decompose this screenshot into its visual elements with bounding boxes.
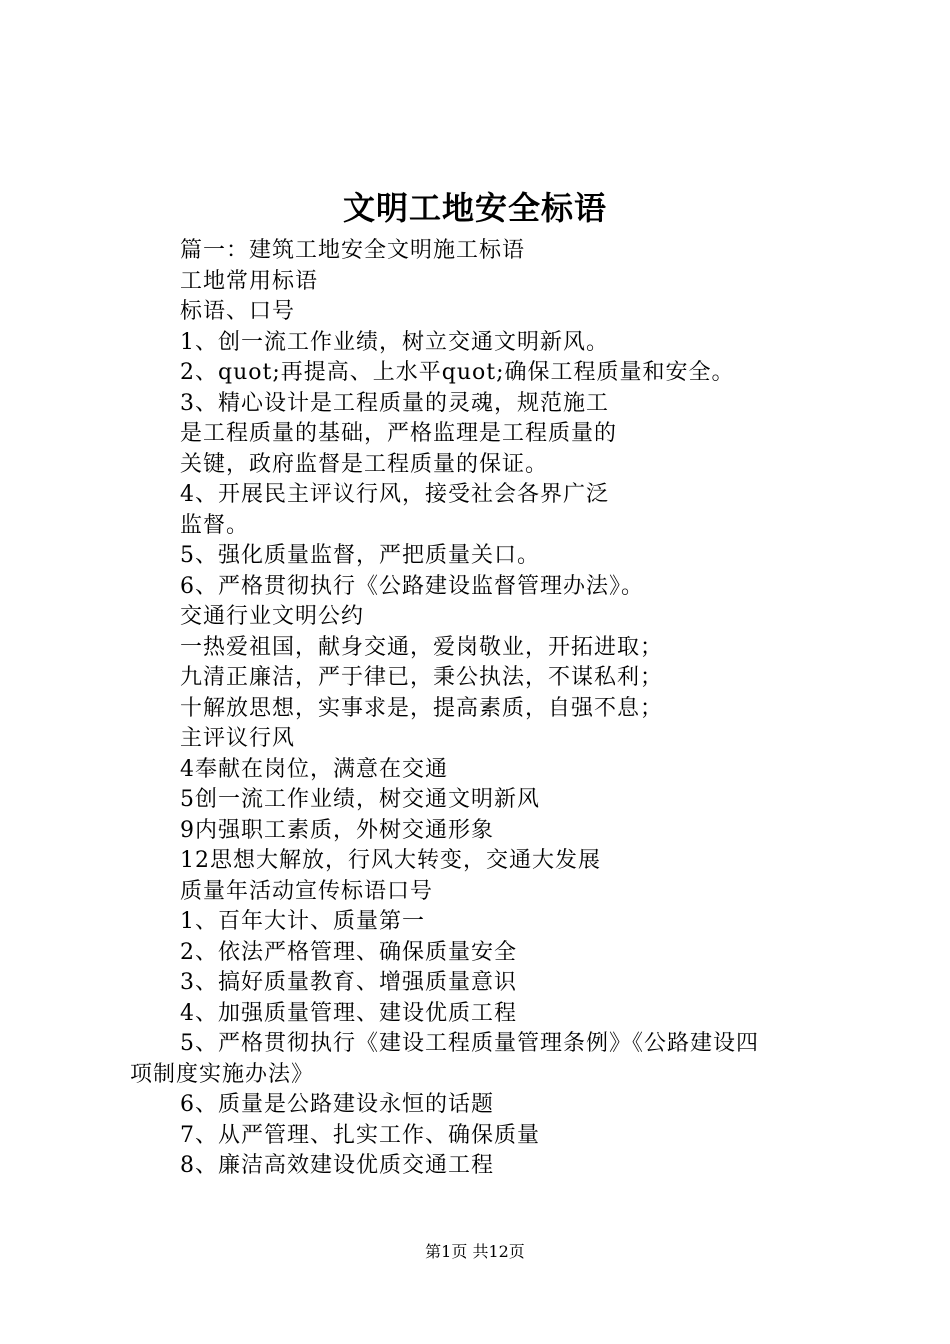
text-line: 5创一流工作业绩，树交通文明新风 xyxy=(180,787,540,812)
text-line: 关键，政府监督是工程质量的保证。 xyxy=(180,451,549,477)
text-line: 是工程质量的基础，严格监理是工程质量的 xyxy=(180,421,618,446)
text-line: 4奉献在岗位，满意在交通 xyxy=(180,756,448,782)
text-line: 6、严格贯彻执行《公路建设监督管理办法》。 xyxy=(180,573,644,599)
text-line: 一热爱祖国，献身交通，爱岗敬业，开拓进取； xyxy=(180,634,664,660)
text-line: 1、百年大计、质量第一 xyxy=(180,909,425,934)
text-line: 3、精心设计是工程质量的灵魂，规范施工 xyxy=(180,390,609,416)
text-line: 12思想大解放，行风大转变，交通大发展 xyxy=(180,848,601,873)
text-line: 十解放思想，实事求是，提高素质，自强不息； xyxy=(180,695,664,721)
text-line: 2、依法严格管理、确保质量安全 xyxy=(180,939,517,965)
text-line: 篇一：建筑工地安全文明施工标语 xyxy=(180,238,526,263)
text-line: 标语、口号 xyxy=(180,299,296,324)
document-body xyxy=(130,236,850,1182)
page-footer: 第1页 共12页 xyxy=(425,1242,525,1261)
text-line: 3、搞好质量教育、增强质量意识 xyxy=(180,970,517,995)
text-line: 9内强职工素质，外树交通形象 xyxy=(180,817,494,843)
text-line: 质量年活动宣传标语口号 xyxy=(180,878,434,904)
text-line: 5、强化质量监督，严把质量关口。 xyxy=(180,543,540,568)
text-line: 4、加强质量管理、建设优质工程 xyxy=(180,1000,517,1026)
text-line: 5、严格贯彻执行《建设工程质量管理条例》《公路建设四 xyxy=(180,1031,759,1056)
document-title: 文明工地安全标语 xyxy=(342,189,607,227)
text-line: 九清正廉洁，严于律已，秉公执法，不谋私利； xyxy=(180,665,664,690)
text-line: 7、从严管理、扎实工作、确保质量 xyxy=(180,1122,540,1148)
text-line: 2、quot;再提高、上水平quot;确保工程质量和安全。 xyxy=(180,360,735,385)
text-line: 监督。 xyxy=(180,512,250,538)
text-line: 1、创一流工作业绩，树立交通文明新风。 xyxy=(180,329,609,355)
text-line: 主评议行风 xyxy=(180,726,296,751)
text-line: 项制度实施办法》 xyxy=(130,1061,315,1087)
text-line: 4、开展民主评议行风，接受社会各界广泛 xyxy=(180,482,609,507)
text-line: 6、质量是公路建设永恒的话题 xyxy=(180,1092,494,1117)
text-line: 工地常用标语 xyxy=(180,268,319,294)
text-line: 8、廉洁高效建设优质交通工程 xyxy=(180,1153,494,1178)
text-line: 交通行业文明公约 xyxy=(180,604,365,629)
